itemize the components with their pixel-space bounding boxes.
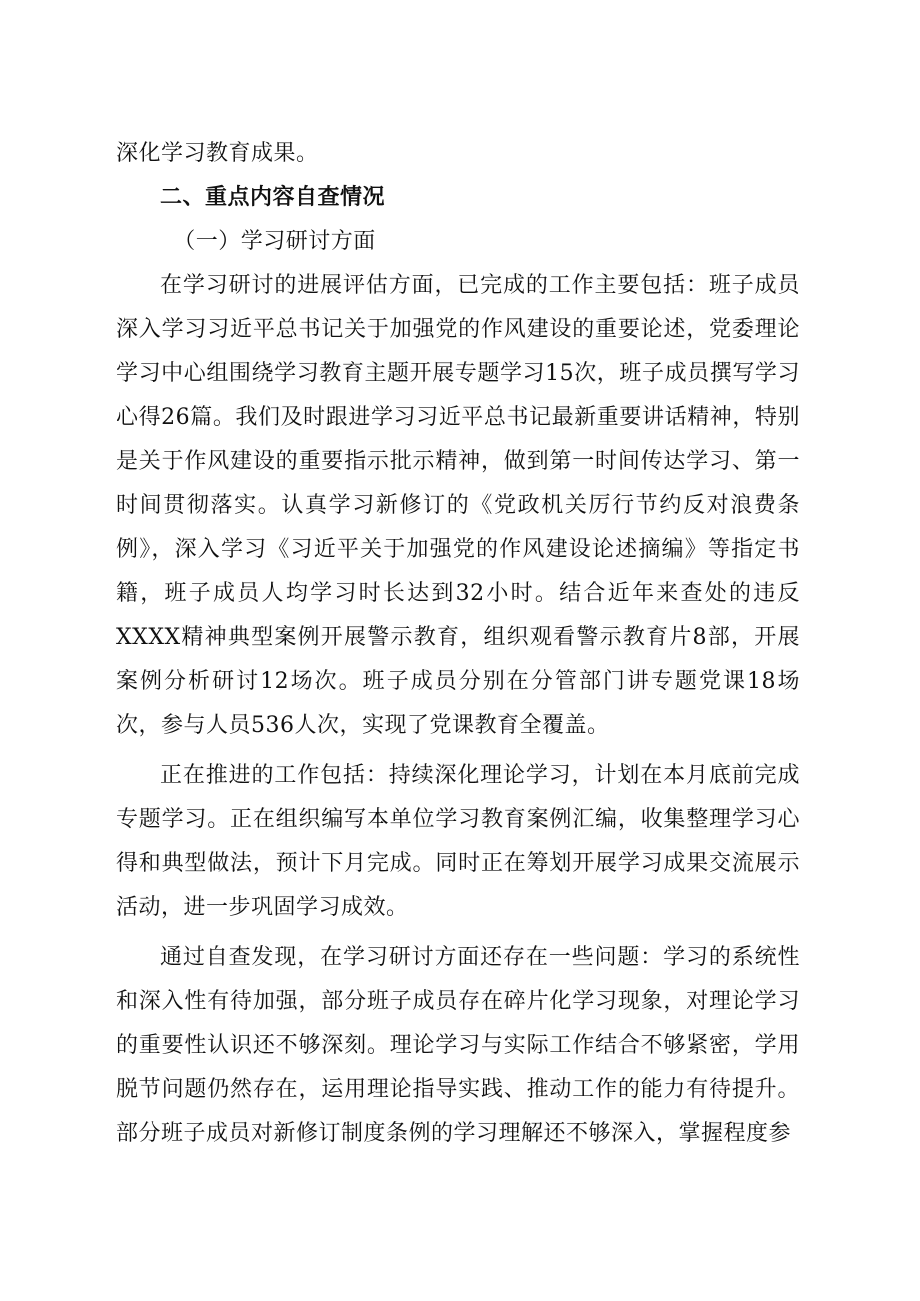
section-heading: 二、重点内容自查情况 bbox=[160, 185, 386, 210]
document-body bbox=[116, 132, 800, 1156]
body-paragraph-2: 正在推进的工作包括：持续深化理论学习，计划在本月底前完成专题学习。正在组织编写本单位学习教育案例汇编，收集整理学习心得和典型做法，预计下月完成。同时正在筹划开展学习成果交流展示活动，进一步巩固学习成效。 bbox=[116, 763, 800, 920]
body-paragraph-3: 通过自查发现，在学习研讨方面还存在一些问题：学习的系统性和深入性有待加强，部分班子成员存在碎片化学习现象，对理论学习的重要性认识还不够深刻。理论学习与实际工作结合不够紧密，学用脱节问题仍然存在，运用理论指导实践、推动工作的能力有待提升。部分班子成员对新修订制度条例的学习理解还不够深入，掌握程度参 bbox=[116, 945, 800, 1146]
lead-continuation-paragraph: 深化学习教育成果。 bbox=[116, 141, 319, 166]
body-paragraph-1: 在学习研讨的进展评估方面，已完成的工作主要包括：班子成员深入学习习近平总书记关于加强党的作风建设的重要论述，党委理论学习中心组围绕学习教育主题开展专题学习15次，班子成员撰写学习心得26篇。我们及时跟进学习习近平总书记最新重要讲话精神，特别是关于作风建设的重要指示批示精神，做到第一时间传达学习、第一时间贯彻落实。认真学习新修订的《党政机关厉行节约反对浪费条例》，深入学习《习近平关于加强党的作风建设论述摘编》等指定书籍，班子成员人均学习时长达到32小时。结合近年来查处的违反XXXX精神典型案例开展警示教育，组织观看警示教育片8部，开展案例分析研讨12场次。班子成员分别在分管部门讲专题党课18场次，参与人员536人次，实现了党课教育全覆盖。 bbox=[116, 273, 800, 738]
subsection-heading: （一）学习研讨方面 bbox=[173, 229, 376, 254]
